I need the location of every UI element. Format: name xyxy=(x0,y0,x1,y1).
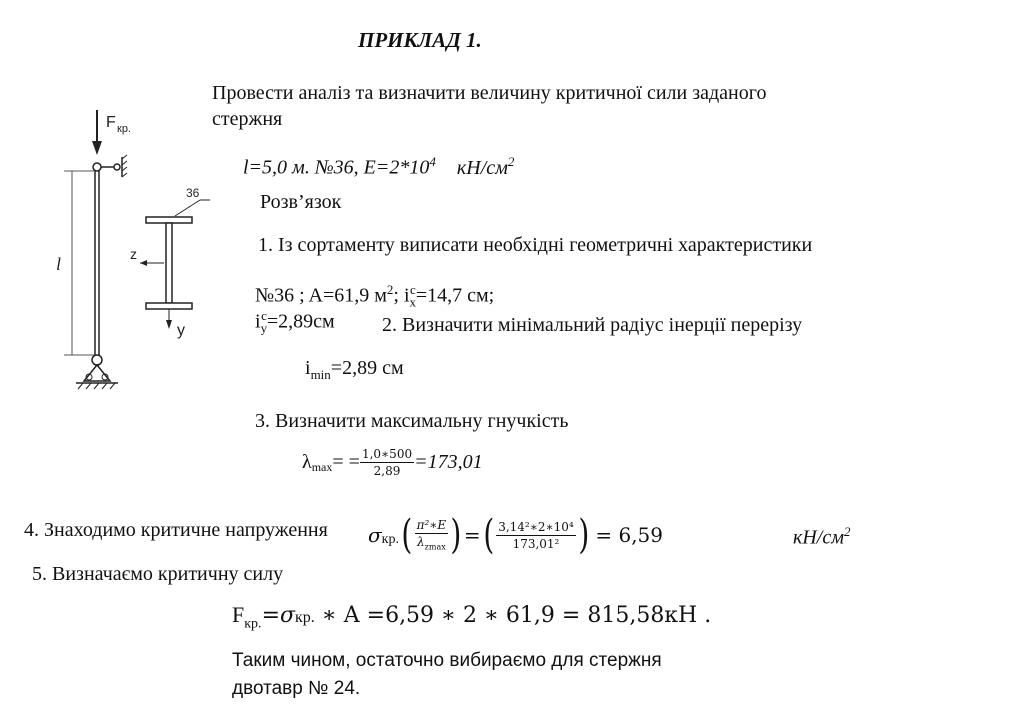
section-properties-line1: №36 ; A=61,9 $м^2$; $i_x^c=14,7$ см; xyxy=(255,282,495,310)
step-4: 4. Знаходимо критичне напруження xyxy=(24,519,328,541)
y-label: y xyxy=(177,322,185,339)
force-subscript: кр. xyxy=(117,123,131,135)
bottom-support xyxy=(84,365,110,381)
step-5: 5. Визначаємо критичну силу xyxy=(32,563,284,585)
length-label: l xyxy=(56,254,62,274)
conclusion-line-2: двотавр № 24. xyxy=(232,678,361,699)
force-arrow-head xyxy=(92,141,102,155)
step-3: 3. Визначити максимальну гнучкість xyxy=(255,410,569,432)
task-line-2: стержня xyxy=(212,108,283,130)
conclusion-line-1: Таким чином, остаточно вибираємо для стержня xyxy=(232,650,662,671)
lambda-formula: λ $_{max}$ = = $\frac{1,0∗500}{2,89}$ =173,01 xyxy=(302,447,483,478)
solution-heading: Розв’язок xyxy=(260,191,342,213)
sigma-unit: $кН/см^2$ xyxy=(793,524,851,549)
column-diagram xyxy=(50,105,210,395)
page-title: ПРИКЛАД 1. xyxy=(358,28,482,52)
force-formula: $F_{кр.}=\sigma кр$. ∗ A =6,59 ∗ 2 ∗ 61,9 = 815,58кН . xyxy=(232,602,712,632)
z-label: z xyxy=(130,246,137,262)
step-2: 2. Визначити мінімальний радіус інерції перерізу xyxy=(382,314,803,336)
task-line-1: Провести аналіз та визначити величину критичної сили заданого xyxy=(212,82,767,104)
i-min-value: $i_{min}=2,89$ см xyxy=(305,357,404,382)
bottom-hinge xyxy=(92,355,102,365)
top-roller xyxy=(114,164,120,170)
section-properties-line2: $i_y^c=2,89см$ xyxy=(255,308,335,336)
sigma-formula: σ кр. ( $\frac{\text{π²∗E}}{\lambda_{zmax}}$ ) = ( $\frac{\text{3,14²∗2∗10⁴}}{\text{173,01²}}$ ) = 6,59 xyxy=(368,512,664,558)
section-label: 36 xyxy=(186,186,200,200)
given-data: l=5,0 м. №36, $E=2*10^4$ $кН/см^2$ xyxy=(243,154,515,179)
force-label: F xyxy=(106,114,116,131)
section-leader xyxy=(175,200,200,216)
step-1: 1. Із сортаменту виписати необхідні геометричні характеристики xyxy=(258,234,813,256)
top-hinge xyxy=(93,163,101,171)
